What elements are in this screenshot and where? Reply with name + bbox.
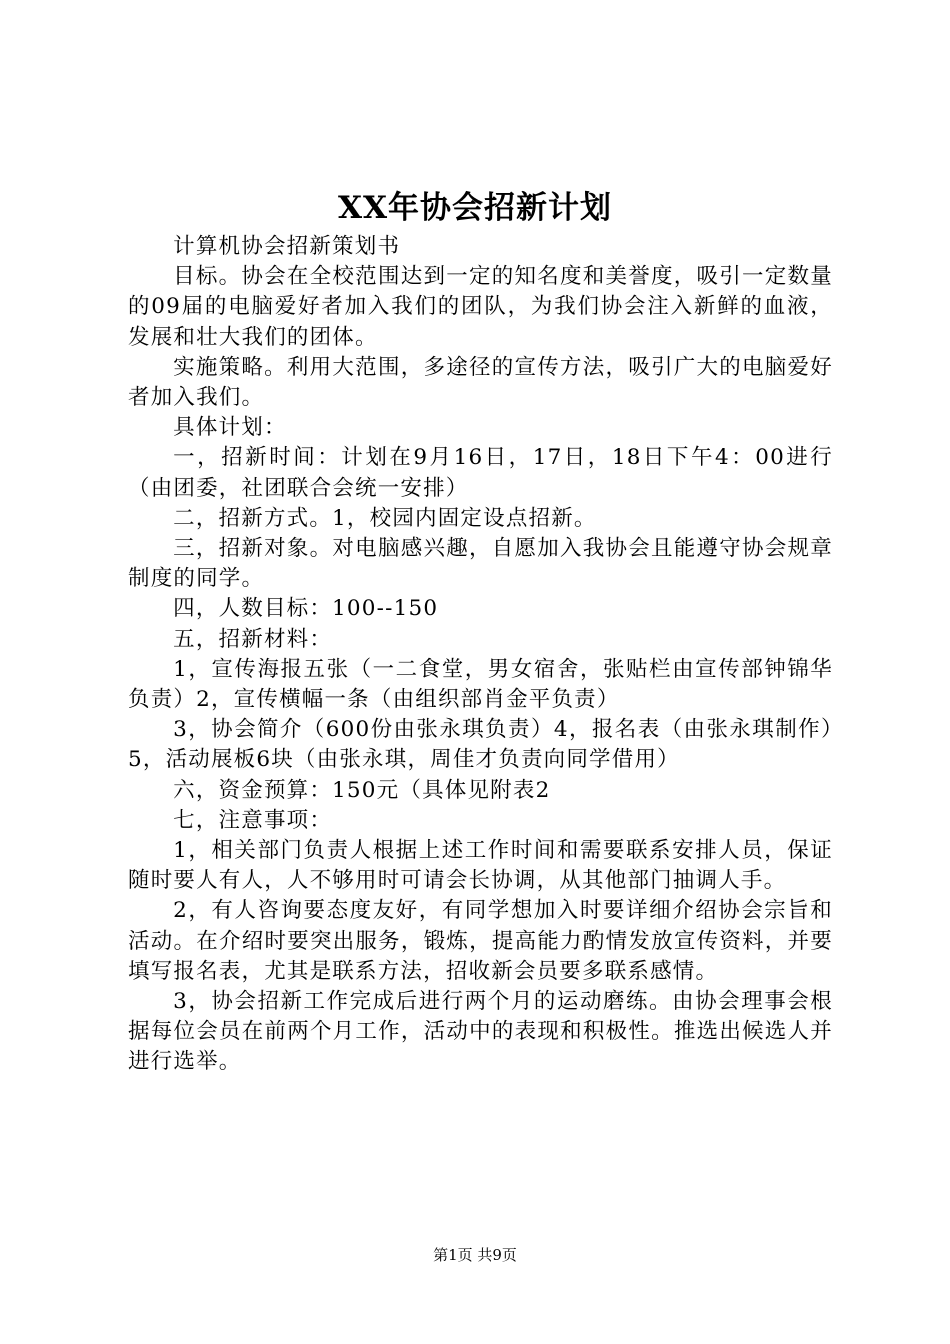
paragraph-headcount-goal: 四，人数目标：100--150 — [173, 596, 439, 622]
paragraph-materials-heading: 五，招新材料： — [173, 626, 333, 652]
paragraph-materials-1: 1，宣传海报五张（一二食堂，男女宿舍，张贴栏由宣传部钟锦华负责）2，宣传横幅一条（由组织部肖金平负责） — [128, 656, 833, 713]
paragraph-strategy: 实施策略。利用大范围，多途径的宣传方法，吸引广大的电脑爱好者加入我们。 — [128, 354, 833, 411]
paragraph-recruit-method: 二，招新方式。1，校园内固定设点招新。 — [173, 505, 597, 531]
page-number-footer: 第1页 共9页 — [433, 1246, 517, 1264]
paragraph-materials-2: 3，协会简介（600份由张永琪负责）4，报名表（由张永琪制作）5，活动展板6块（由张永琪，周佳才负责向同学借用） — [128, 717, 833, 773]
paragraph-recruit-time: 一，招新时间：计划在9月16日，17日，18日下午4：00进行（由团委，社团联合会统一安排） — [128, 445, 833, 501]
paragraph-note-2: 2，有人咨询要态度友好，有同学想加入时要详细介绍协会宗旨和活动。在介绍时要突出服务，锻炼，提高能力酌情发放宣传资料，并要填写报名表，尤其是联系方法，招收新会员要多联系感情。 — [128, 898, 833, 984]
paragraph-budget: 六，资金预算：150元（具体见附表2 — [173, 777, 551, 803]
paragraph-note-1: 1，相关部门负责人根据上述工作时间和需要联系安排人员，保证随时要人有人，人不够用时可请会长协调，从其他部门抽调人手。 — [128, 838, 833, 894]
document-title: XX年协会招新计划 — [337, 190, 613, 226]
document-body — [128, 232, 833, 1078]
paragraph-note-3: 3，协会招新工作完成后进行两个月的运动磨练。由协会理事会根据每位会员在前两个月工作，活动中的表现和积极性。推选出候选人并进行选举。 — [128, 989, 833, 1075]
paragraph-recruit-target: 三，招新对象。对电脑感兴趣，自愿加入我协会且能遵守协会规章制度的同学。 — [128, 536, 833, 592]
paragraph-goal: 目标。协会在全校范围达到一定的知名度和美誉度，吸引一定数量的09届的电脑爱好者加入我们的团队，为我们协会注入新鲜的血液，发展和壮大我们的团体。 — [128, 264, 833, 350]
paragraph-plan-heading: 具体计划： — [173, 415, 287, 441]
paragraph-notes-heading: 七，注意事项： — [173, 807, 333, 833]
paragraph-subtitle: 计算机协会招新策划书 — [173, 234, 401, 259]
